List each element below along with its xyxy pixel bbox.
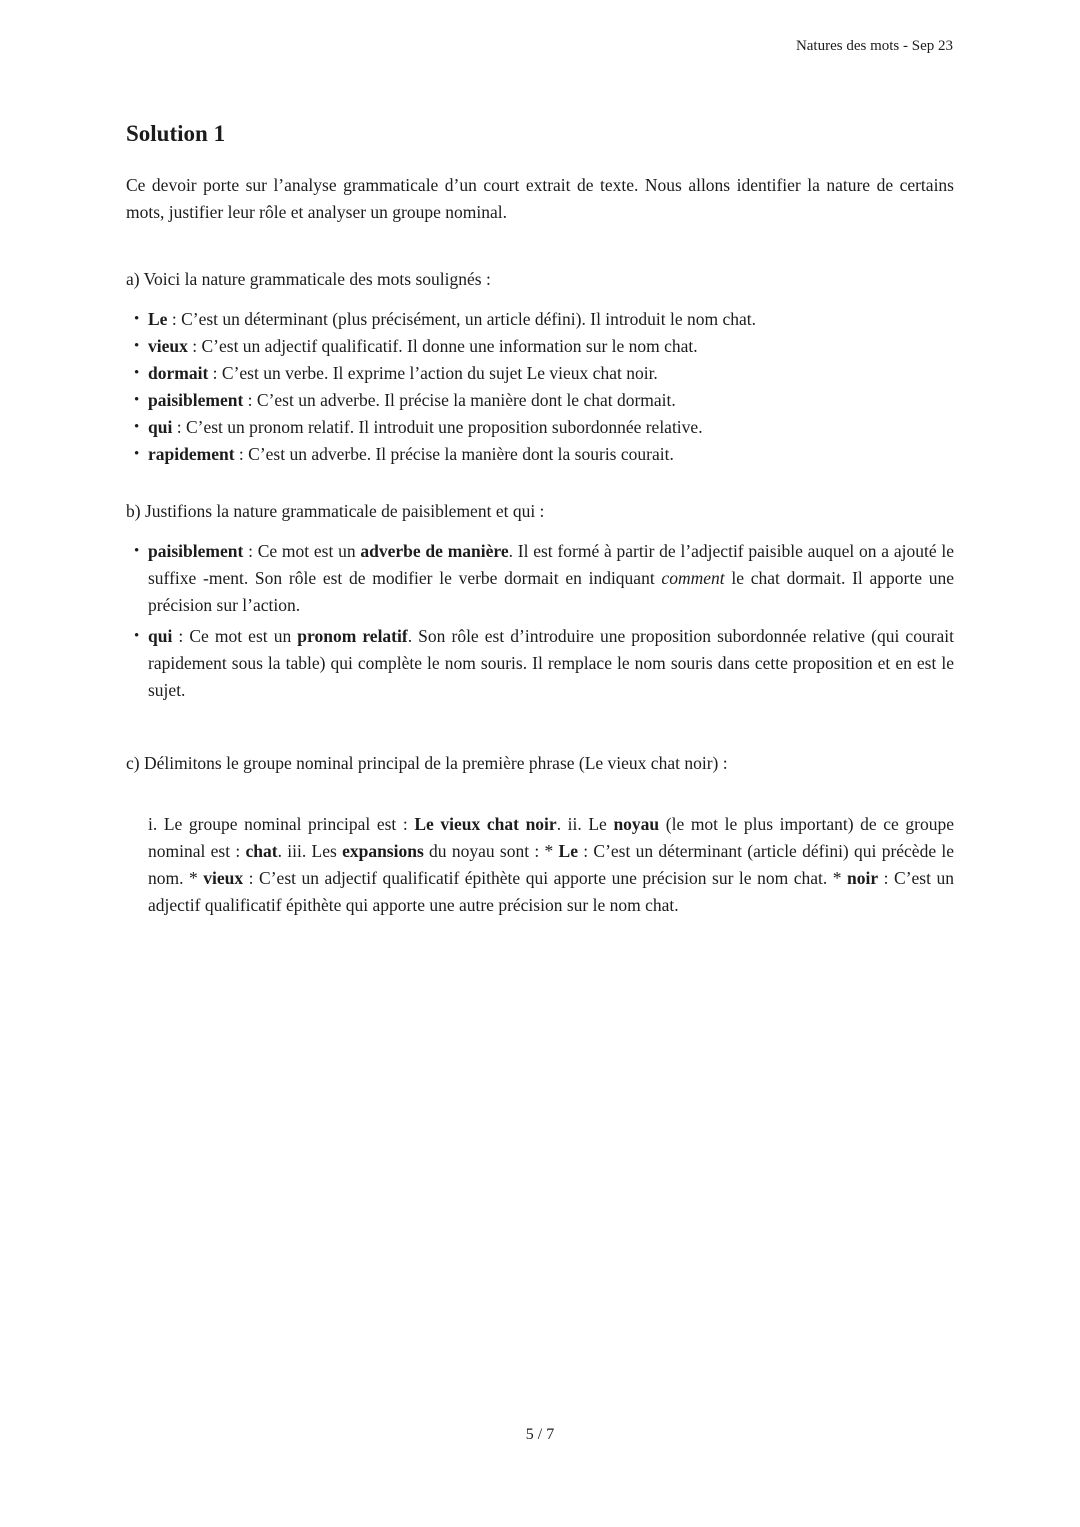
section-c-heading: c) Délimitons le groupe nominal principal de la première phrase (Le vieux chat noir) : <box>126 753 728 773</box>
list-item: • rapidement : C’est un adverbe. Il précise la manière dont la souris courait. <box>148 441 954 468</box>
list-item: • qui : C’est un pronom relatif. Il introduit une proposition subordonnée relative. <box>148 414 954 441</box>
page-number: 5 / 7 <box>525 1426 555 1443</box>
list-item: • paisiblement : C’est un adverbe. Il précise la manière dont le chat dormait. <box>148 387 954 414</box>
list-item: • Le : C’est un déterminant (plus précisément, un article défini). Il introduit le nom chat. <box>148 306 954 333</box>
section-c-paragraph: i. Le groupe nominal principal est : Le vieux chat noir. ii. Le noyau (le mot le plus important) de ce groupe nominal est : chat. iii. Les expansions du noyau sont : * Le : C’est un déterminant (article défini) qui précède le nom. * vieux : C’est un adjectif qualificatif épithète qui apporte une précision sur le nom chat. * noir : C’est un adjectif qualificatif épithète qui apporte une autre précision sur le nom chat. <box>148 814 955 915</box>
list-item: • dormait : C’est un verbe. Il exprime l’action du sujet Le vieux chat noir. <box>148 360 954 387</box>
list-item: • qui : Ce mot est un pronom relatif. Son rôle est d’introduire une proposition subordonnée relative (qui courait rapidement sous la table) qui complète le nom souris. Il remplace le nom souris dans cette proposition et en est le sujet. <box>148 623 954 704</box>
section-a-list <box>126 306 954 468</box>
section-a-heading: a) Voici la nature grammaticale des mots soulignés : <box>126 269 491 289</box>
section-b-list <box>126 538 954 704</box>
list-item: • paisiblement : Ce mot est un adverbe de manière. Il est formé à partir de l’adjectif paisible auquel on a ajouté le suffixe -ment. Son rôle est de modifier le verbe dormait en indiquant comment le chat dormait. Il apporte une précision sur l’action. <box>148 538 954 619</box>
section-b-heading: b) Justifions la nature grammaticale de paisiblement et qui : <box>126 501 545 521</box>
intro-paragraph: Ce devoir porte sur l’analyse grammaticale d’un court extrait de texte. Nous allons identifier la nature de certains mots, justifier leur rôle et analyser un groupe nominal. <box>126 175 954 222</box>
page-content <box>126 0 954 937</box>
list-item: • vieux : C’est un adjectif qualificatif. Il donne une information sur le nom chat. <box>148 333 954 360</box>
page-title: Solution 1 <box>126 121 226 146</box>
running-header: Natures des mots - Sep 23 <box>795 38 953 54</box>
